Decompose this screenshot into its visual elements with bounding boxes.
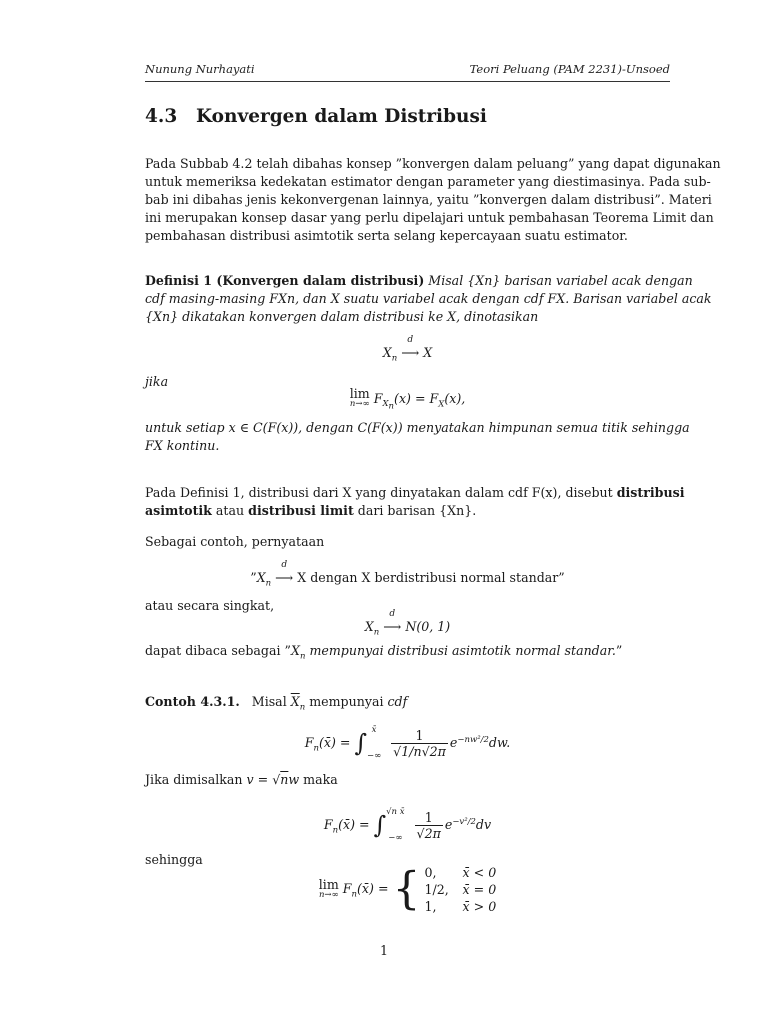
dibaca-italic: mempunyai distribusi asimtotik normal standar. (309, 643, 616, 658)
example-text: Misal (251, 694, 287, 709)
definition-after (145, 419, 690, 455)
example-heading: Contoh 4.3.1. Misal $\overline{X}_n$ mempunyai cdf (145, 694, 408, 713)
quoted-statement: $”X_n$ d ⟶ X dengan X berdistribusi normal standar” (250, 560, 565, 589)
definition-line2: cdf masing-masing FXn, dan X suatu variabel acak dengan cdf FX. Barisan variabel acak (145, 291, 712, 306)
para2-line1: Pada Definisi 1, distribusi dari X yang dinyatakan dalam cdf F(x), disebut (145, 485, 613, 500)
sehingga: sehingga (145, 852, 203, 867)
substituted-integral: $F_n(x̄)$ = ∫ √n x̄ −∞ $\frac{1}{√2\pi}$ $e^{-v^2/2}dv$ (323, 807, 492, 843)
case-row (425, 864, 497, 881)
example-cdf: cdf (387, 694, 408, 709)
para2-bold2: asimtotik (145, 503, 212, 518)
example-intro: Sebagai contoh, pernyataan (145, 534, 325, 549)
cases-block (425, 864, 497, 915)
case-condition: x̄ > 0 (462, 899, 497, 914)
header-author: Nunung Nurhayati (145, 62, 255, 76)
dibaca-pre: dapat dibaca sebagai ” (145, 643, 291, 658)
dibaca-line: dapat dibaca sebagai $”X_n$ mempunyai distribusi asimtotik normal standar.” (145, 643, 623, 662)
para2-bold3: distribusi limit (248, 503, 354, 518)
para2-post: dari barisan {Xn}. (357, 503, 477, 518)
section-title: Konvergen dalam Distribusi (196, 106, 487, 127)
normal-target: N(0, 1) (405, 619, 451, 634)
section-number: 4.3 (145, 106, 178, 127)
header-course: Teori Peluang (PAM 2231)-Unsoed (469, 62, 670, 76)
definition-block (145, 272, 712, 326)
singkat-text: atau secara singkat, (145, 598, 275, 613)
intro-line: pembahasan distribusi asimtotik serta selang kepercayaan suatu estimator. (145, 228, 628, 243)
para2-mid: atau (215, 503, 245, 518)
intro-line: bab ini dibahas jenis kekonvergenan lainnya, yaitu ”konvergen dalam distribusi”. Materi (145, 192, 712, 207)
case-value: 1, (424, 899, 437, 914)
intro-line: untuk memeriksa kedekatan estimator dengan parameter yang diestimasinya. Pada sub- (145, 174, 711, 189)
limit-equation: lim n→∞ $F_{X_n}(x) = F_X(x)$, (349, 386, 466, 412)
cdf-integral: $F_n(x̄)$ = ∫ x̄ −∞ $\frac{1}{√1/n√2\pi}$ $e^{-nw^2/2}dw$. (304, 725, 511, 761)
definition-line1: Misal {Xn} barisan variabel acak dengan (428, 273, 693, 288)
intro-line: Pada Subbab 4.2 telah dibahas konsep ”konvergen dalam peluang” yang dapat digunakan (145, 156, 721, 171)
definition-label: Definisi 1 (Konvergen dalam distribusi) (145, 273, 425, 288)
definition-jika: jika (145, 374, 169, 389)
para2-bold1: distribusi (616, 485, 685, 500)
convergence-notation: $X_n$ d ⟶ X (382, 335, 433, 364)
definition-after2: FX kontinu. (145, 438, 220, 453)
section-heading (145, 106, 487, 127)
asymptotic-paragraph (145, 484, 685, 520)
jika-dimisalkan: Jika dimisalkan (145, 772, 243, 787)
case-value: 0, (424, 865, 437, 880)
quoted-text: X dengan X berdistribusi normal standar (297, 570, 559, 585)
intro-line: ini merupakan konsep dasar yang perlu dipelajari untuk pembahasan Teorema Limit dan (145, 210, 714, 225)
case-condition: x̄ = 0 (462, 882, 497, 897)
maka: maka (303, 772, 338, 787)
example-text2: mempunyai (309, 694, 384, 709)
piecewise-limit: lim n→∞ $F_n(x̄)$ = { 0, x̄ < 0 1/2, x̄ = 0 1, x̄ > 0 (318, 863, 497, 915)
case-row (425, 898, 497, 915)
case-row (425, 881, 497, 898)
definition-after1: untuk setiap x ∈ C(F(x)), dengan C(F(x)) menyatakan himpunan semua titik sehingga (145, 420, 690, 435)
substitution-line: Jika dimisalkan v = √nw maka (145, 772, 338, 787)
definition-line3: {Xn} dikatakan konvergen dalam distribusi ke X, dinotasikan (145, 309, 539, 324)
intro-paragraph (145, 155, 721, 245)
example-label: Contoh 4.3.1. (145, 694, 240, 709)
case-value: 1/2, (424, 882, 449, 897)
case-condition: x̄ < 0 (462, 865, 497, 880)
page-number: 1 (379, 943, 388, 958)
normal-convergence: $X_n$ d ⟶ N(0, 1) (364, 609, 451, 638)
header-rule (145, 81, 670, 82)
